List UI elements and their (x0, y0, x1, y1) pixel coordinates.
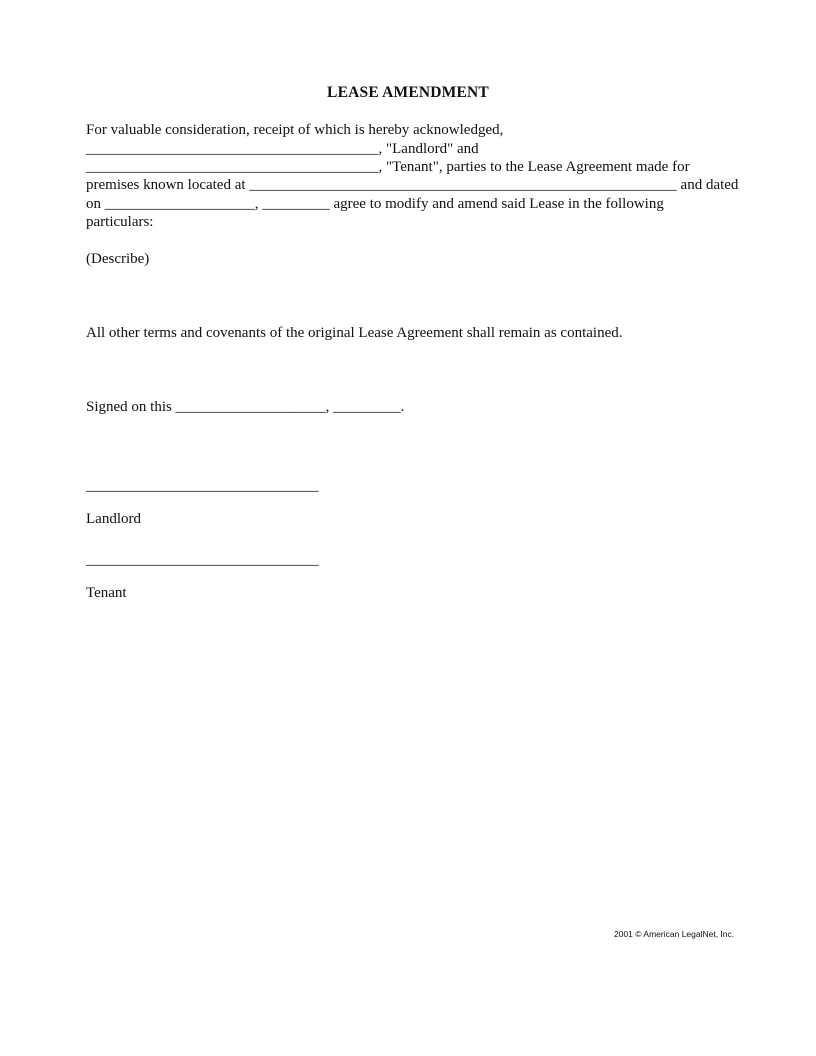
describe-placeholder: (Describe) (86, 251, 150, 267)
tenant-label: Tenant (86, 585, 127, 601)
copyright-footer: 2001 © American LegalNet, Inc. (614, 929, 735, 939)
intro-line-2-landlord-blank: _______________________________________, "Landlord" and (86, 141, 479, 157)
terms-paragraph: All other terms and covenants of the original Lease Agreement shall remain as contained. (86, 325, 623, 341)
tenant-signature-line: _______________________________ (86, 552, 319, 568)
intro-line-4-premises-blank: premises known located at _________________________________________________________ and dated (86, 177, 739, 193)
signed-on-line: Signed on this ____________________, _________. (86, 399, 405, 415)
intro-line-3-tenant-blank: _______________________________________, "Tenant", parties to the Lease Agreement made for (86, 159, 690, 175)
intro-line-5-date-blank: on ____________________, _________ agree to modify and amend said Lease in the following (86, 196, 664, 212)
landlord-signature-line: _______________________________ (86, 478, 319, 494)
landlord-label: Landlord (86, 511, 141, 527)
intro-line-6: particulars: (86, 214, 154, 230)
intro-line-1: For valuable consideration, receipt of which is hereby acknowledged, (86, 122, 504, 138)
document-title: LEASE AMENDMENT (327, 84, 489, 101)
